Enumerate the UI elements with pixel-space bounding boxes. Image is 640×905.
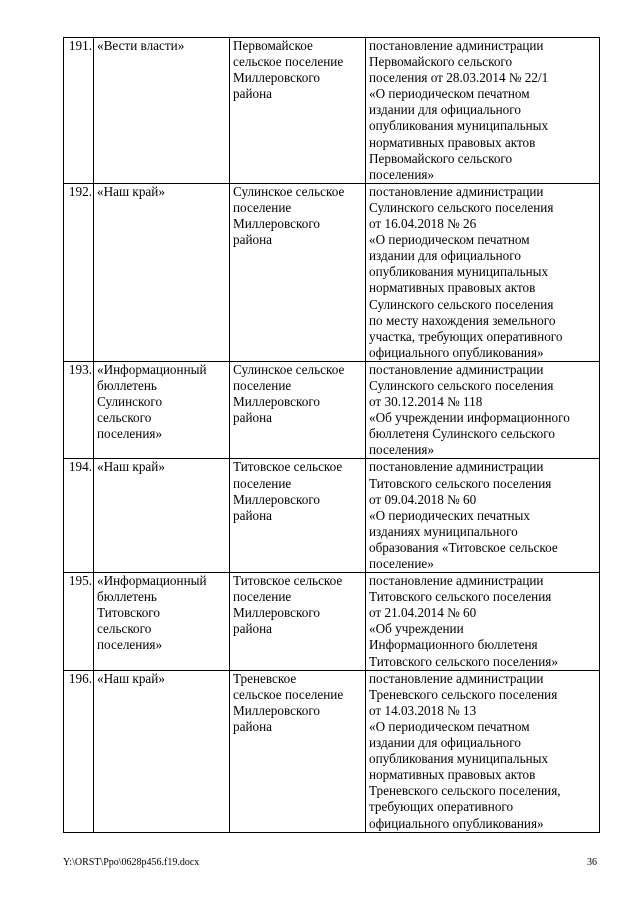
legal-act-line: опубликования муниципальных (369, 118, 549, 134)
legal-act-line: от 14.03.2018 № 13 (369, 702, 477, 718)
municipality-line: района (233, 232, 273, 248)
legal-act-line: издании для официального (369, 102, 521, 118)
publication-name-line: сельского (97, 621, 152, 637)
publication-name-line: бюллетень (97, 377, 157, 393)
municipality-line: Сулинское сельское (233, 361, 345, 377)
municipality-line: Миллеровского (233, 70, 320, 86)
legal-act-line: Информационного бюллетеня (369, 637, 538, 653)
legal-act-line: нормативных правовых актов (369, 280, 536, 296)
legal-act-cell (366, 361, 600, 459)
legal-act-line: требующих оперативного (369, 799, 514, 815)
legal-act-line: постановление администрации (369, 459, 544, 475)
municipality-line: района (233, 507, 273, 523)
municipality-line: Титовское сельское (233, 459, 343, 475)
legal-act-line: нормативных правовых актов (369, 134, 536, 150)
legal-act-line: «О периодическом печатном (369, 86, 530, 102)
legal-act-cell (366, 670, 600, 832)
municipality-line: Первомайское (233, 38, 313, 53)
legal-act-line: издании для официального (369, 735, 521, 751)
legal-act-line: поселения» (369, 442, 435, 458)
legal-act-line: постановление администрации (369, 573, 544, 589)
registry-table-body (64, 38, 600, 833)
legal-act-line: Сулинского сельского поселения (369, 296, 554, 312)
municipality-line: района (233, 410, 273, 426)
table-row (64, 183, 600, 361)
municipality-line: Миллеровского (233, 491, 320, 507)
publication-name-cell (94, 573, 230, 671)
legal-act-cell (366, 459, 600, 573)
legal-act-line: от 09.04.2018 № 60 (369, 491, 477, 507)
municipality-line: Миллеровского (233, 394, 320, 410)
row-number: 193. (64, 361, 94, 459)
legal-act-line: Первомайского сельского (369, 54, 513, 70)
publication-name-cell (94, 183, 230, 361)
table-row (64, 361, 600, 459)
publication-name-line: «Информационный (97, 573, 207, 589)
municipality-line: района (233, 86, 273, 102)
row-number: 194. (64, 459, 94, 573)
legal-act-line: изданиях муниципального (369, 523, 518, 539)
publication-name-line: поселения» (97, 637, 163, 653)
municipality-line: Сулинское сельское (233, 183, 345, 199)
municipality-line: Треневское (233, 670, 297, 686)
publication-name-line: «Наш край» (97, 183, 165, 199)
legal-act-line: нормативных правовых актов (369, 767, 536, 783)
legal-act-line: постановление администрации (369, 670, 544, 686)
legal-act-line: «О периодических печатных (369, 507, 530, 523)
table-row (64, 670, 600, 832)
municipality-line: Миллеровского (233, 605, 320, 621)
legal-act-line: «Об учреждении (369, 621, 464, 637)
legal-act-line: постановление администрации (369, 38, 544, 53)
legal-act-line: Треневского сельского поселения (369, 686, 558, 702)
legal-act-line: поселение» (369, 556, 434, 571)
footer-page-number: 36 (587, 857, 597, 868)
municipality-cell (230, 573, 366, 671)
publication-name-cell (94, 361, 230, 459)
legal-act-line: поселения от 28.03.2014 № 22/1 (369, 70, 549, 86)
municipality-line: поселение (233, 589, 292, 605)
municipality-line: Миллеровского (233, 702, 320, 718)
legal-act-line: Треневского сельского поселения, (369, 783, 561, 799)
legal-act-line: постановление администрации (369, 183, 544, 199)
publication-name-cell (94, 38, 230, 184)
municipality-line: Титовское сельское (233, 573, 343, 589)
publication-name-line: бюллетень (97, 589, 157, 605)
legal-act-line: опубликования муниципальных (369, 751, 549, 767)
footer-file-path: Y:\ORST\Ppo\0628p456.f19.docx (63, 857, 200, 868)
row-number: 191. (64, 38, 94, 184)
legal-act-line: «О периодическом печатном (369, 232, 530, 248)
publication-name-line: поселения» (97, 426, 163, 442)
publication-name-line: «Вести власти» (97, 38, 185, 53)
legal-act-line: Титовского сельского поселения» (369, 653, 558, 669)
municipality-line: поселение (233, 377, 292, 393)
legal-act-line: от 21.04.2014 № 60 (369, 605, 477, 621)
legal-act-line: Первомайского сельского (369, 150, 513, 166)
municipality-line: поселение (233, 475, 292, 491)
publication-name-line: сельского (97, 410, 152, 426)
legal-act-line: бюллетеня Сулинского сельского (369, 426, 555, 442)
municipality-cell (230, 183, 366, 361)
legal-act-line: постановление администрации (369, 361, 544, 377)
legal-act-line: по месту нахождения земельного (369, 312, 556, 328)
row-number: 196. (64, 670, 94, 832)
legal-act-line: Титовского сельского поселения (369, 475, 552, 491)
municipality-cell (230, 38, 366, 184)
legal-act-line: «О периодическом печатном (369, 718, 530, 734)
municipality-cell (230, 670, 366, 832)
legal-act-cell (366, 573, 600, 671)
legal-act-line: от 16.04.2018 № 26 (369, 216, 477, 232)
publication-name-line: «Наш край» (97, 459, 165, 475)
legal-act-line: участка, требующих оперативного (369, 328, 563, 344)
publication-name-line: «Информационный (97, 361, 207, 377)
registry-table (63, 37, 600, 833)
municipality-line: сельское поселение (233, 54, 344, 70)
legal-act-line: поселения» (369, 166, 435, 182)
municipality-line: района (233, 718, 273, 734)
legal-act-line: Сулинского сельского поселения (369, 377, 554, 393)
table-row (64, 573, 600, 671)
publication-name-cell (94, 459, 230, 573)
legal-act-line: официального опубликования» (369, 815, 544, 831)
legal-act-line: официального опубликования» (369, 344, 544, 360)
municipality-cell (230, 361, 366, 459)
table-row (64, 38, 600, 184)
publication-name-line: Титовского (97, 605, 160, 621)
legal-act-cell (366, 183, 600, 361)
legal-act-line: от 30.12.2014 № 118 (369, 394, 483, 410)
legal-act-line: образования «Титовское сельское (369, 539, 558, 555)
row-number: 195. (64, 573, 94, 671)
municipality-cell (230, 459, 366, 573)
legal-act-line: «Об учреждении информационного (369, 410, 570, 426)
table-row (64, 459, 600, 573)
legal-act-line: опубликования муниципальных (369, 264, 549, 280)
legal-act-line: Титовского сельского поселения (369, 589, 552, 605)
legal-act-line: издании для официального (369, 248, 521, 264)
municipality-line: района (233, 621, 273, 637)
municipality-line: поселение (233, 199, 292, 215)
publication-name-cell (94, 670, 230, 832)
legal-act-cell (366, 38, 600, 184)
publication-name-line: Сулинского (97, 394, 163, 410)
row-number: 192. (64, 183, 94, 361)
municipality-line: сельское поселение (233, 686, 344, 702)
legal-act-line: Сулинского сельского поселения (369, 199, 554, 215)
publication-name-line: «Наш край» (97, 670, 165, 686)
municipality-line: Миллеровского (233, 216, 320, 232)
